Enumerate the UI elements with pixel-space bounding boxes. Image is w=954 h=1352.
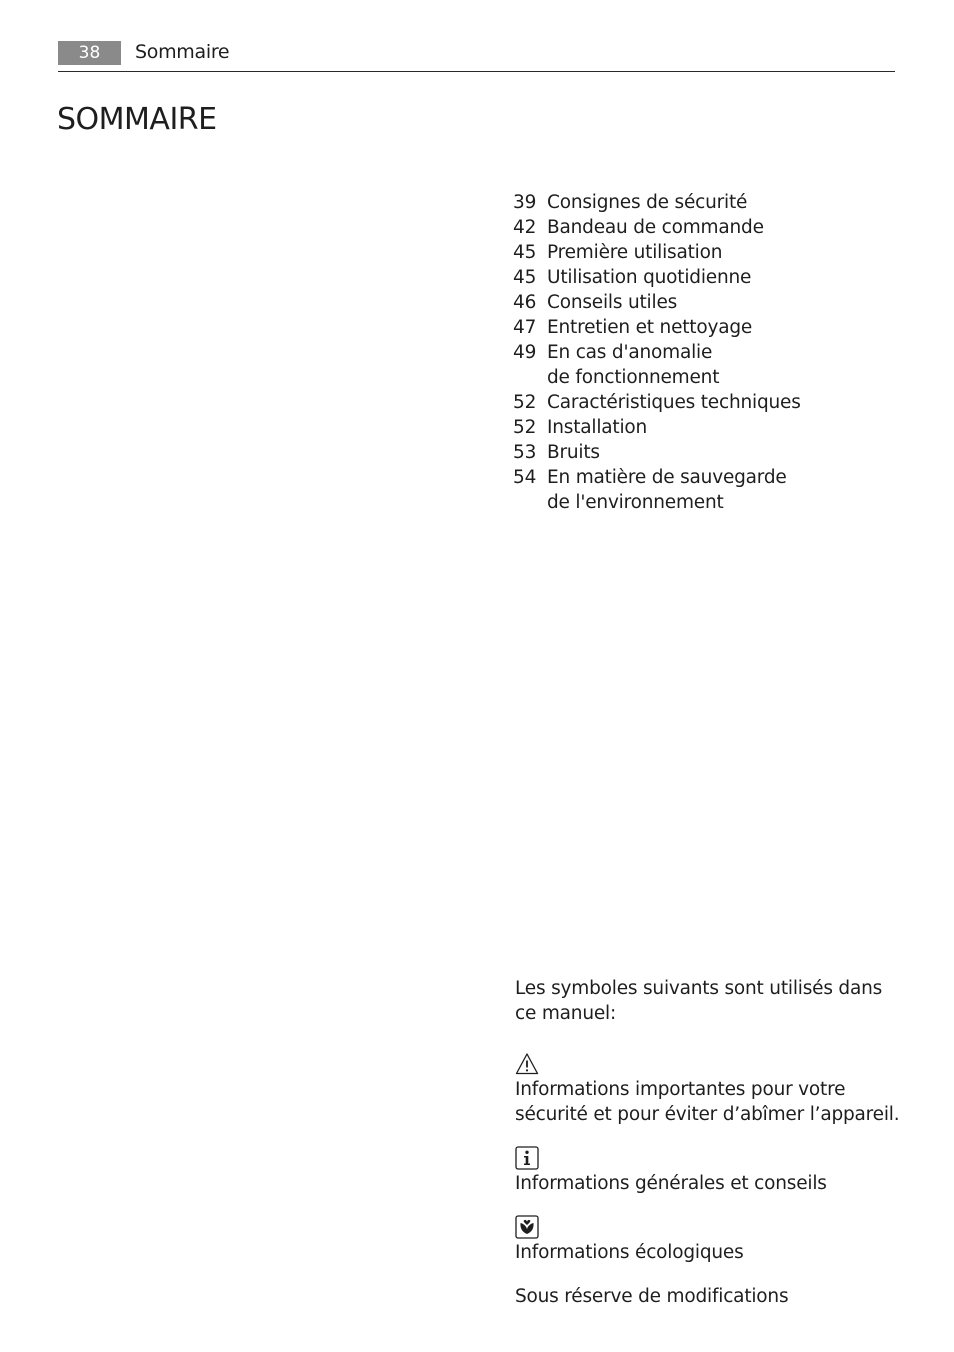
toc-label: Caractéristiques techniques bbox=[547, 392, 801, 413]
symbols-legend bbox=[515, 976, 905, 1309]
toc-item[interactable] bbox=[513, 215, 903, 240]
toc-item[interactable] bbox=[513, 290, 903, 315]
toc-label: Première utilisation bbox=[547, 242, 723, 263]
toc-page-number: 52 bbox=[513, 417, 537, 438]
toc-label: En matière de sauvegarde de l'environnement bbox=[547, 467, 787, 513]
header-section-title: Sommaire bbox=[135, 41, 230, 63]
toc-page-number: 39 bbox=[513, 192, 537, 213]
modifications-note: Sous réserve de modifications bbox=[515, 1286, 789, 1307]
toc-item[interactable] bbox=[513, 340, 903, 390]
symbol-entry bbox=[515, 1052, 905, 1127]
toc-item[interactable] bbox=[513, 240, 903, 265]
info-icon bbox=[515, 1146, 539, 1170]
symbol-description: Informations générales et conseils bbox=[515, 1173, 827, 1194]
toc-page-number: 53 bbox=[513, 442, 537, 463]
toc-page-number: 45 bbox=[513, 242, 537, 263]
toc-label: Conseils utiles bbox=[547, 292, 678, 313]
toc-label: Consignes de sécurité bbox=[547, 192, 748, 213]
toc-item[interactable] bbox=[513, 190, 903, 215]
table-of-contents bbox=[513, 190, 903, 515]
toc-label: Utilisation quotidienne bbox=[547, 267, 752, 288]
toc-page-number: 49 bbox=[513, 342, 537, 363]
toc-label: Entretien et nettoyage bbox=[547, 317, 753, 338]
toc-item[interactable] bbox=[513, 265, 903, 290]
toc-item[interactable] bbox=[513, 440, 903, 465]
toc-page-number: 54 bbox=[513, 467, 537, 488]
symbols-intro: Les symboles suivants sont utilisés dans ce manuel: bbox=[515, 978, 883, 1024]
symbol-entry bbox=[515, 1215, 905, 1265]
page-number: 38 bbox=[58, 41, 121, 65]
symbol-description: Informations importantes pour votre sécurité et pour éviter d’abîmer l’appareil. bbox=[515, 1079, 900, 1125]
toc-page-number: 47 bbox=[513, 317, 537, 338]
toc-item[interactable] bbox=[513, 415, 903, 440]
page-header bbox=[58, 40, 895, 72]
toc-item[interactable] bbox=[513, 390, 903, 415]
toc-item[interactable] bbox=[513, 465, 903, 515]
warning-triangle-icon bbox=[515, 1052, 539, 1076]
toc-label: Bruits bbox=[547, 442, 600, 463]
toc-page-number: 42 bbox=[513, 217, 537, 238]
symbol-entry bbox=[515, 1146, 905, 1196]
toc-label: Installation bbox=[547, 417, 648, 438]
toc-page-number: 46 bbox=[513, 292, 537, 313]
toc-page-number: 52 bbox=[513, 392, 537, 413]
page-title: SOMMAIRE bbox=[57, 102, 217, 137]
toc-label: Bandeau de commande bbox=[547, 217, 764, 238]
eco-leaf-icon bbox=[515, 1215, 539, 1239]
symbol-description: Informations écologiques bbox=[515, 1242, 744, 1263]
toc-page-number: 45 bbox=[513, 267, 537, 288]
toc-label: En cas d'anomalie de fonctionnement bbox=[547, 342, 720, 388]
toc-item[interactable] bbox=[513, 315, 903, 340]
